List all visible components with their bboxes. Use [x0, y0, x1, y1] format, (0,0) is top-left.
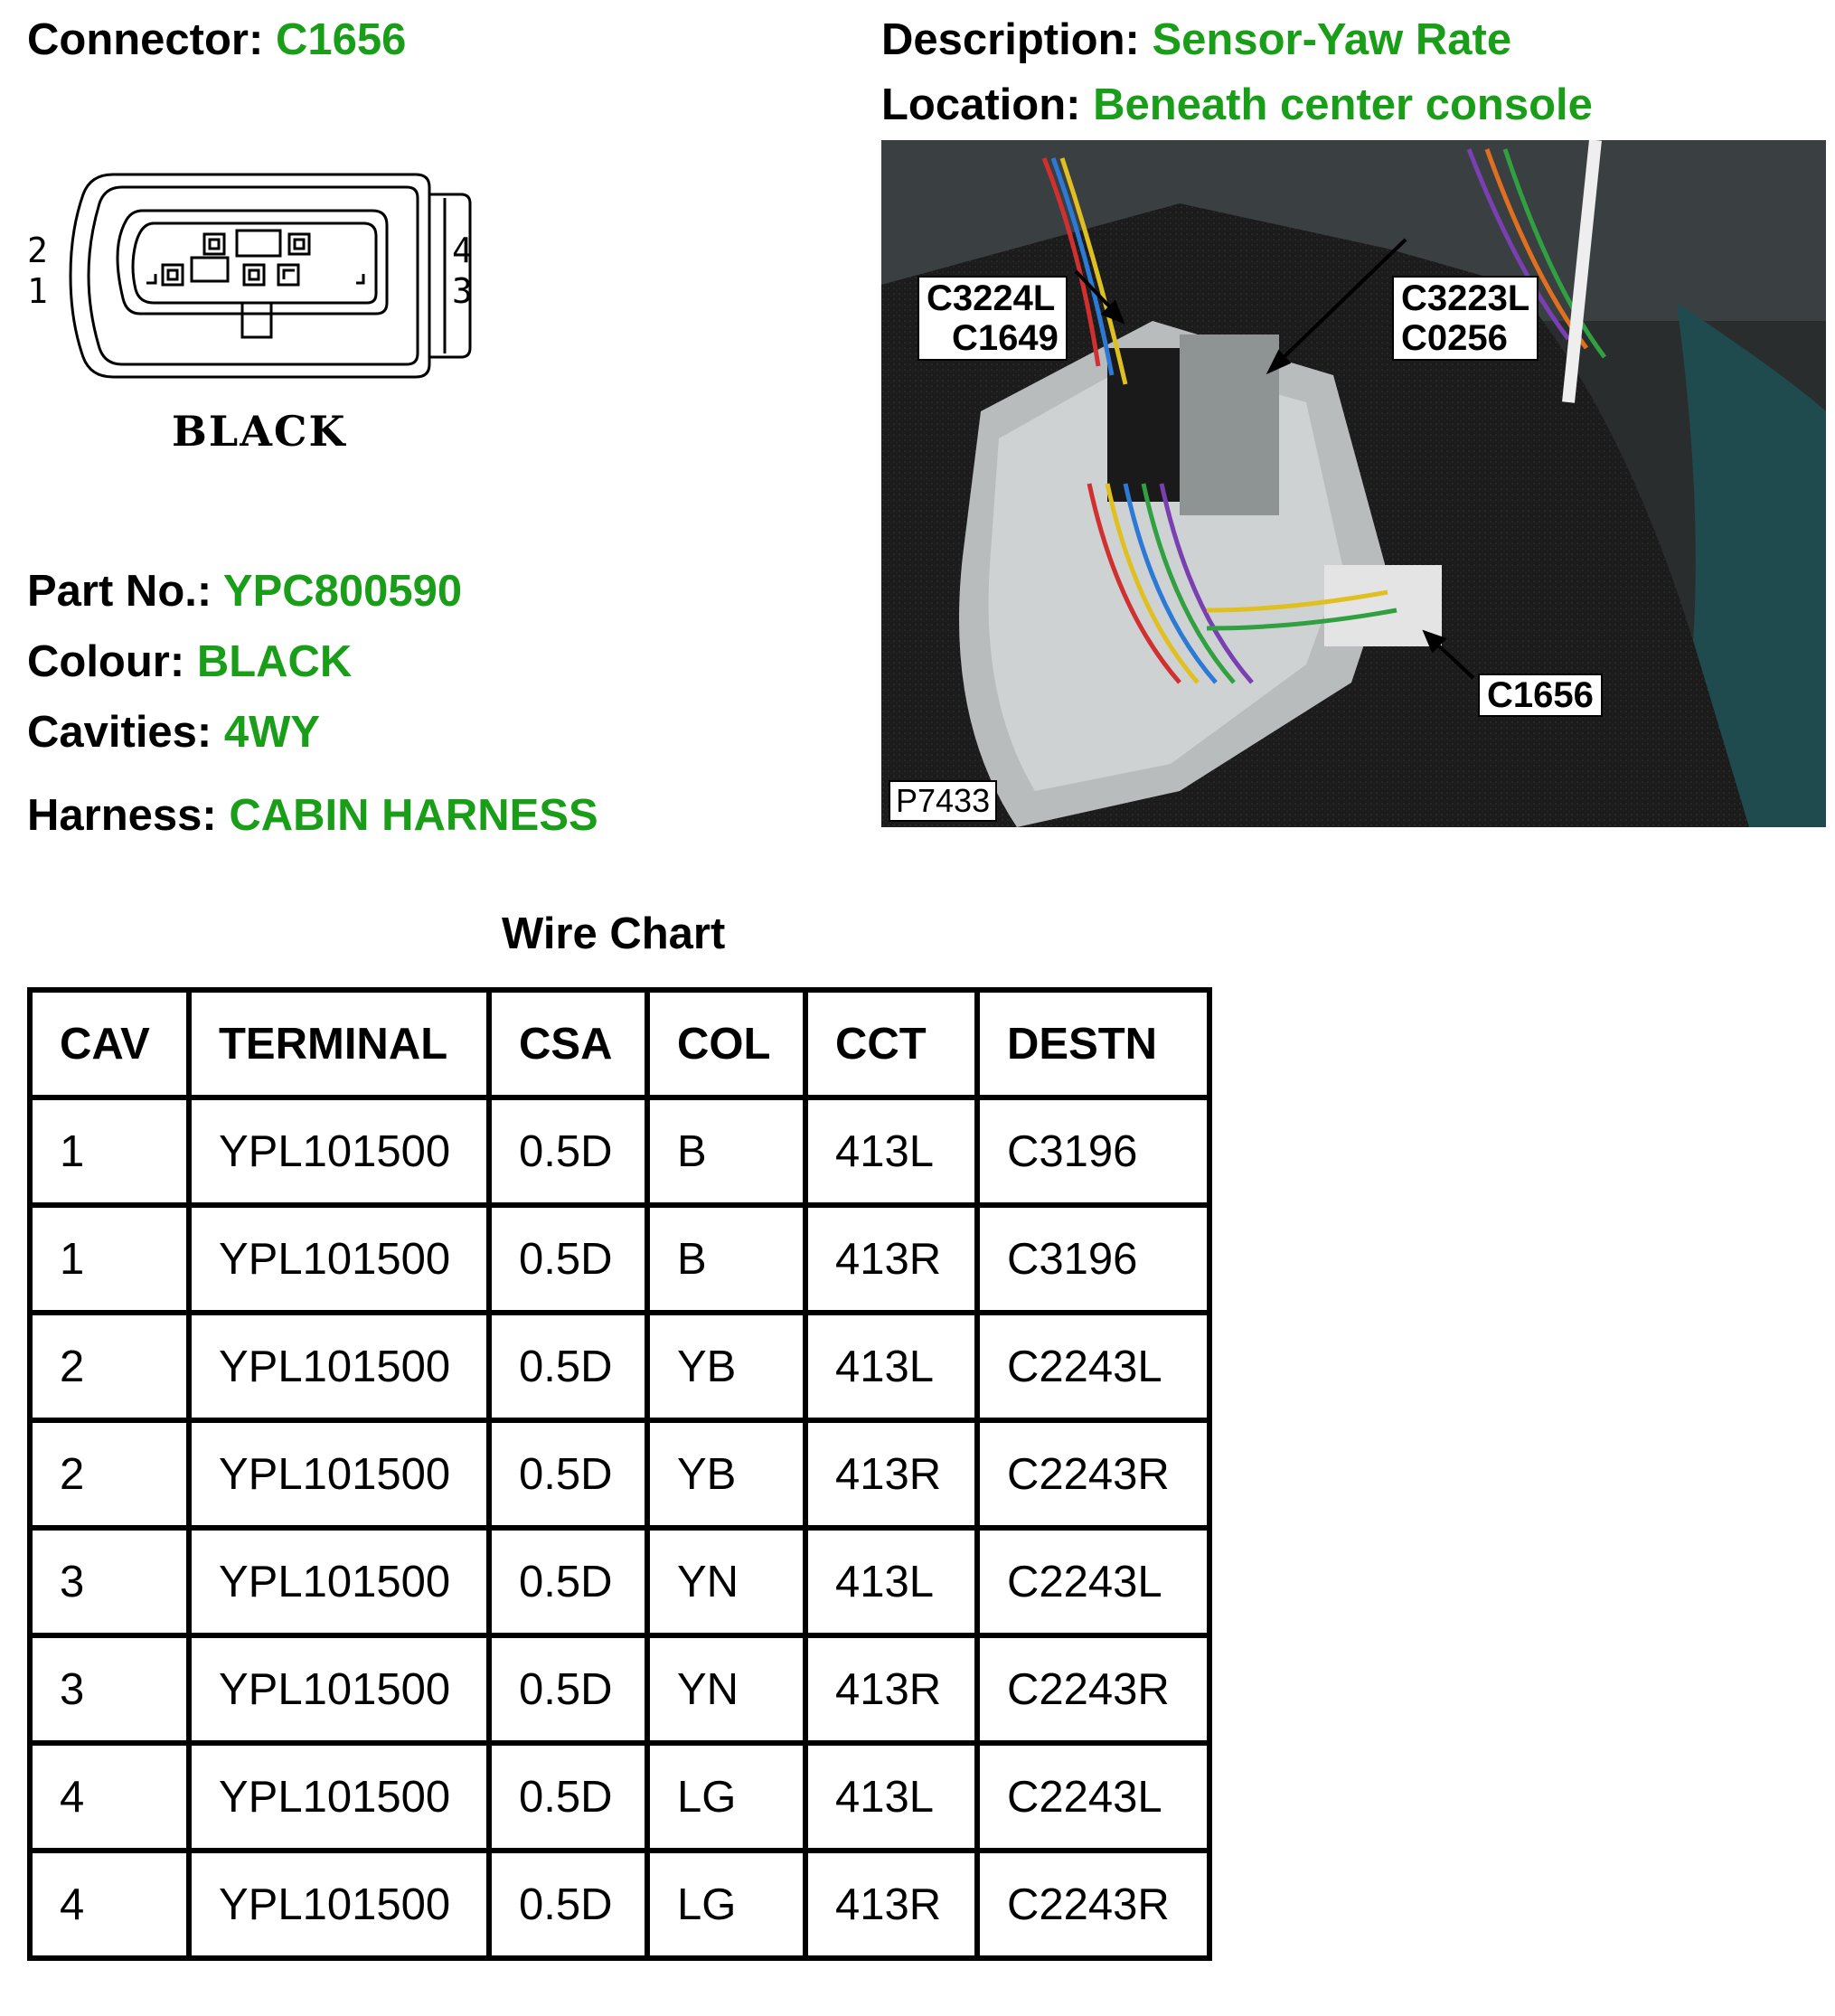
- cell-csa: 0.5D: [489, 1743, 647, 1851]
- cell-csa: 0.5D: [489, 1420, 647, 1528]
- description-label: Description:: [881, 15, 1140, 64]
- cell-destn: C2243R: [977, 1635, 1209, 1743]
- table-row: [30, 1851, 1209, 1958]
- photo-scene: [881, 140, 1826, 827]
- cell-terminal: YPL101500: [189, 1097, 489, 1205]
- header-destn: DESTN: [977, 990, 1209, 1097]
- cell-col: YB: [647, 1420, 805, 1528]
- pin-number-4: 4: [452, 231, 473, 270]
- pin-number-2: 2: [27, 231, 48, 270]
- location-photo: [881, 140, 1826, 827]
- table-row: [30, 1743, 1209, 1851]
- cell-csa: 0.5D: [489, 1205, 647, 1313]
- table-row: [30, 1205, 1209, 1313]
- cell-cav: 4: [30, 1851, 189, 1958]
- cell-destn: C2243R: [977, 1851, 1209, 1958]
- cell-cct: 413R: [805, 1205, 977, 1313]
- cell-csa: 0.5D: [489, 1097, 647, 1205]
- harness-value: CABIN HARNESS: [229, 791, 598, 840]
- cell-terminal: YPL101500: [189, 1851, 489, 1958]
- cell-cct: 413L: [805, 1097, 977, 1205]
- cell-cav: 1: [30, 1205, 189, 1313]
- photo-reference: P7433: [889, 780, 997, 822]
- callout-c3223l: C3223L: [1401, 278, 1530, 318]
- table-header-row: [30, 990, 1209, 1097]
- location-field: [881, 80, 1593, 129]
- cell-destn: C3196: [977, 1097, 1209, 1205]
- cell-destn: C2243L: [977, 1528, 1209, 1635]
- cell-terminal: YPL101500: [189, 1743, 489, 1851]
- connector-label: Connector:: [27, 15, 264, 64]
- pin-number-3: 3: [452, 271, 473, 311]
- colour-label: Colour:: [27, 637, 185, 686]
- header-cct: CCT: [805, 990, 977, 1097]
- callout-c1656: C1656: [1478, 674, 1603, 717]
- header-terminal: TERMINAL: [189, 990, 489, 1097]
- cell-col: YN: [647, 1635, 805, 1743]
- cell-terminal: YPL101500: [189, 1635, 489, 1743]
- harness-label: Harness:: [27, 791, 217, 840]
- wire-chart-title: Wire Chart: [502, 909, 726, 958]
- cell-csa: 0.5D: [489, 1635, 647, 1743]
- part-number-value: YPC800590: [222, 567, 463, 616]
- cavities-field: [27, 708, 321, 757]
- cell-cav: 3: [30, 1635, 189, 1743]
- table-row: [30, 1313, 1209, 1420]
- colour-value: BLACK: [196, 637, 353, 686]
- cell-cav: 3: [30, 1528, 189, 1635]
- part-number-label: Part No.:: [27, 567, 212, 616]
- cell-cav: 4: [30, 1743, 189, 1851]
- cell-destn: C3196: [977, 1205, 1209, 1313]
- cell-cav: 2: [30, 1313, 189, 1420]
- cell-terminal: YPL101500: [189, 1420, 489, 1528]
- cell-destn: C2243L: [977, 1743, 1209, 1851]
- cell-col: YN: [647, 1528, 805, 1635]
- description-value: Sensor-Yaw Rate: [1152, 15, 1512, 64]
- cell-cct: 413L: [805, 1528, 977, 1635]
- part-number-field: [27, 567, 463, 616]
- cell-cav: 2: [30, 1420, 189, 1528]
- cell-terminal: YPL101500: [189, 1205, 489, 1313]
- callout-c1649: C1649: [952, 318, 1059, 358]
- connector-colour-label: BLACK: [172, 407, 347, 456]
- cell-csa: 0.5D: [489, 1313, 647, 1420]
- connector-field: [27, 15, 407, 64]
- wire-chart-table: [27, 987, 1212, 1961]
- cell-destn: C2243L: [977, 1313, 1209, 1420]
- header-csa: CSA: [489, 990, 647, 1097]
- callout-c0256: C0256: [1401, 318, 1508, 358]
- connector-outline-icon: [27, 167, 497, 384]
- callout-c3224l-c1649: [918, 276, 1068, 361]
- cell-cct: 413L: [805, 1743, 977, 1851]
- connector-value: C1656: [275, 15, 407, 64]
- cell-csa: 0.5D: [489, 1851, 647, 1958]
- cell-cct: 413L: [805, 1313, 977, 1420]
- cell-cct: 413R: [805, 1635, 977, 1743]
- cell-col: YB: [647, 1313, 805, 1420]
- cell-col: LG: [647, 1743, 805, 1851]
- cavities-label: Cavities:: [27, 708, 212, 757]
- callout-c3224l: C3224L: [927, 278, 1056, 318]
- location-label: Location:: [881, 80, 1081, 129]
- colour-field: [27, 637, 353, 686]
- table-row: [30, 1097, 1209, 1205]
- header-cav: CAV: [30, 990, 189, 1097]
- header-col: COL: [647, 990, 805, 1097]
- callout-c3223l-c0256: [1392, 276, 1539, 361]
- pin-number-1: 1: [27, 271, 48, 311]
- cell-cct: 413R: [805, 1851, 977, 1958]
- cell-destn: C2243R: [977, 1420, 1209, 1528]
- table-row: [30, 1528, 1209, 1635]
- cavities-value: 4WY: [223, 708, 321, 757]
- cell-col: B: [647, 1097, 805, 1205]
- harness-field: [27, 791, 598, 840]
- description-field: [881, 15, 1512, 64]
- cell-col: LG: [647, 1851, 805, 1958]
- connector-face-diagram: [27, 167, 497, 466]
- cell-terminal: YPL101500: [189, 1313, 489, 1420]
- cell-terminal: YPL101500: [189, 1528, 489, 1635]
- cell-cav: 1: [30, 1097, 189, 1205]
- location-value: Beneath center console: [1093, 80, 1593, 129]
- cell-col: B: [647, 1205, 805, 1313]
- table-row: [30, 1635, 1209, 1743]
- cell-csa: 0.5D: [489, 1528, 647, 1635]
- table-row: [30, 1420, 1209, 1528]
- cell-cct: 413R: [805, 1420, 977, 1528]
